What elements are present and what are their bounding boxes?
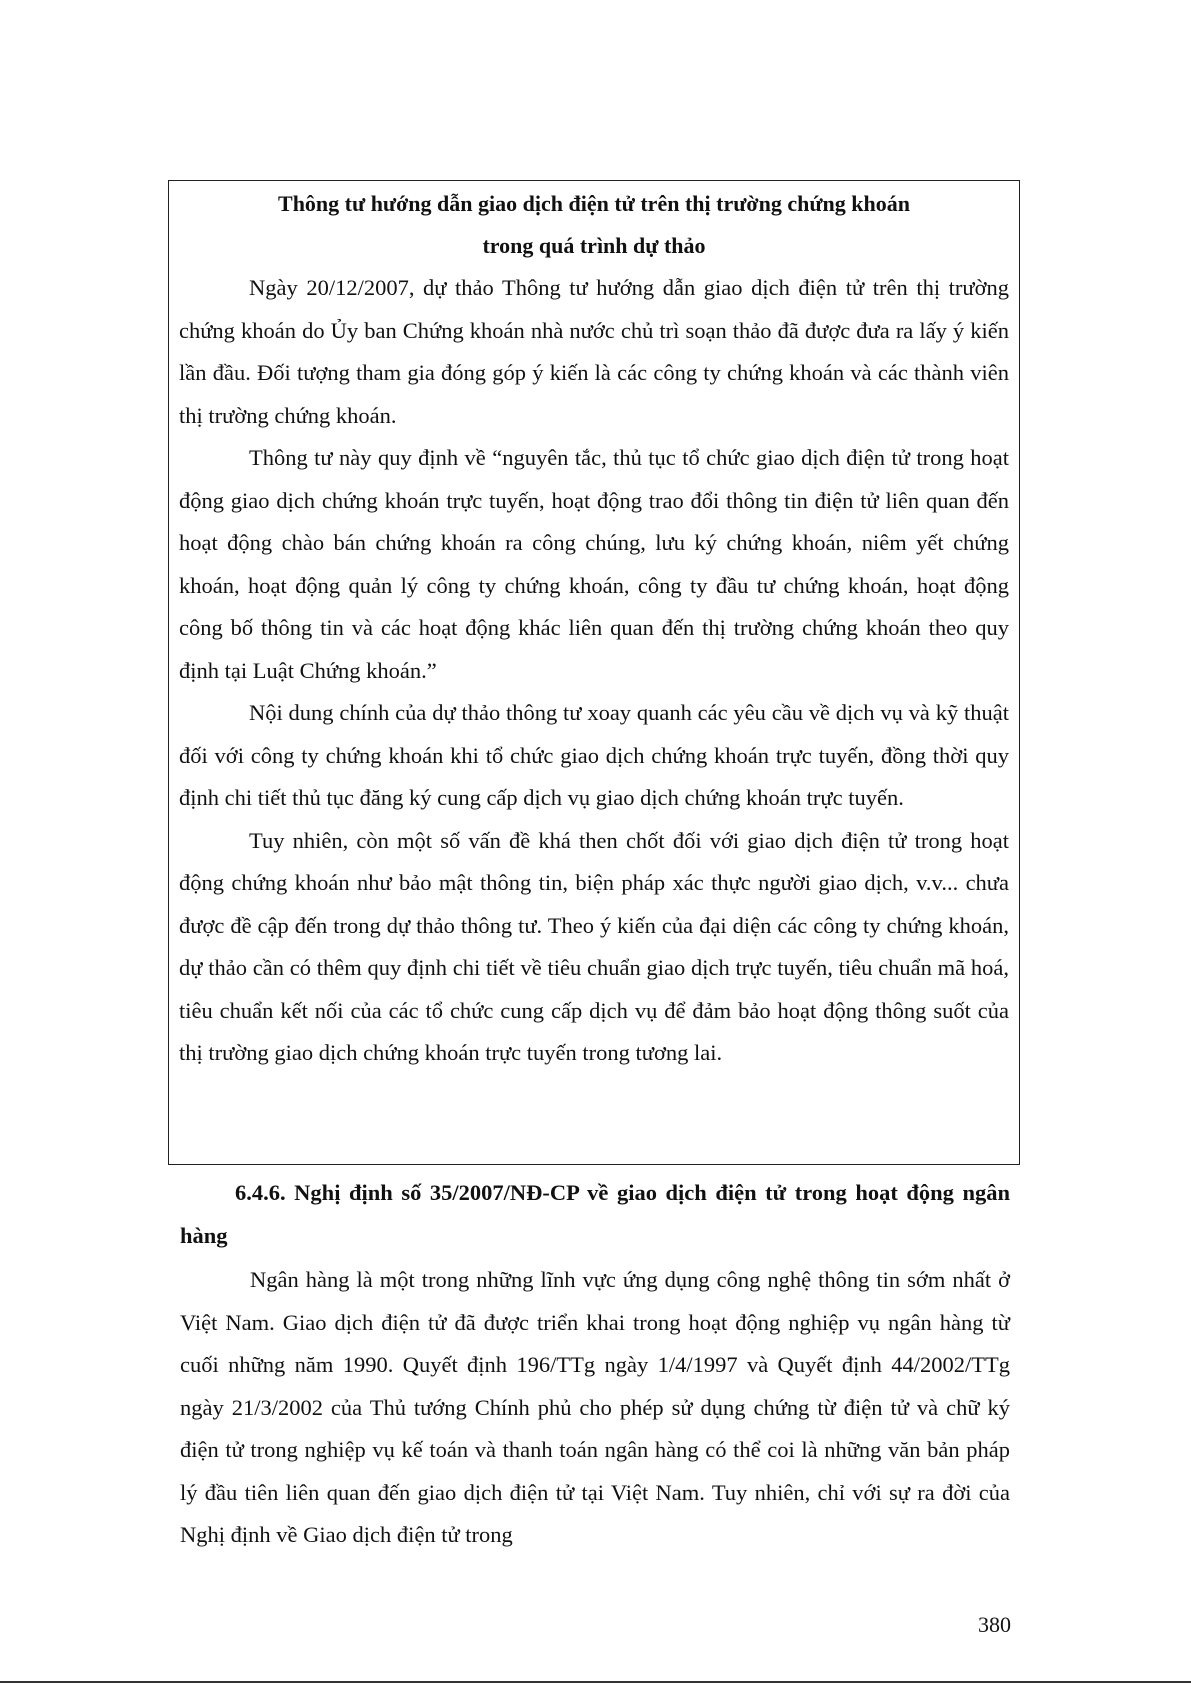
section-heading: 6.4.6. Nghị định số 35/2007/NĐ-CP về giao dịch điện tử trong hoạt động ngân hàng — [180, 1180, 1010, 1248]
box-paragraph-3: Nội dung chính của dự thảo thông tư xoay quanh các yêu cầu về dịch vụ và kỹ thuật đối với công ty chứng khoán khi tổ chức giao dịch chứng khoán trực tuyến, đồng thời quy định chi tiết thủ tục đăng ký cung cấp dịch vụ giao dịch chứng khoán trực tuyến. — [179, 700, 1009, 810]
boxed-note — [168, 180, 1020, 1165]
box-title — [179, 183, 1009, 267]
section-body — [180, 1259, 1010, 1557]
box-paragraph-4: Tuy nhiên, còn một số vấn đề khá then chốt đối với giao dịch điện tử trong hoạt động chứng khoán như bảo mật thông tin, biện pháp xác thực người giao dịch, v.v... chưa được đề cập đến trong dự thảo thông tư. Theo ý kiến của đại diện các công ty chứng khoán, dự thảo cần có thêm quy định chi tiết về tiêu chuẩn giao dịch trực tuyến, tiêu chuẩn mã hoá, tiêu chuẩn kết nối của các tổ chức cung cấp dịch vụ để đảm bảo hoạt động thông suốt của thị trường giao dịch chứng khoán trực tuyến trong tương lai. — [179, 827, 1009, 1065]
page-number: 380 — [978, 1612, 1011, 1637]
box-body — [179, 267, 1009, 1075]
section-paragraph: Ngân hàng là một trong những lĩnh vực ứng dụng công nghệ thông tin sớm nhất ở Việt Nam. Giao dịch điện tử đã được triển khai trong hoạt động nghiệp vụ ngân hàng từ cuối những năm 1990. Quyết định 196/TTg ngày 1/4/1997 và Quyết định 44/2002/TTg ngày 21/3/2002 của Thủ tướng Chính phủ cho phép sử dụng chứng từ điện tử và chữ ký điện tử trong nghiệp vụ kế toán và thanh toán ngân hàng có thể coi là những văn bản pháp lý đầu tiên liên quan đến giao dịch điện tử tại Việt Nam. Tuy nhiên, chỉ với sự ra đời của Nghị định về Giao dịch điện tử trong — [180, 1267, 1010, 1547]
box-title-line-1: Thông tư hướng dẫn giao dịch điện tử trên thị trường chứng khoán — [278, 191, 910, 216]
box-title-line-2: trong quá trình dự thảo — [482, 233, 706, 258]
box-paragraph-1: Ngày 20/12/2007, dự thảo Thông tư hướng dẫn giao dịch điện tử trên thị trường chứng khoán do Ủy ban Chứng khoán nhà nước chủ trì soạn thảo đã được đưa ra lấy ý kiến lần đầu. Đối tượng tham gia đóng góp ý kiến là các công ty chứng khoán và các thành viên thị trường chứng khoán. — [179, 275, 1009, 428]
box-paragraph-2: Thông tư này quy định về “nguyên tắc, thủ tục tổ chức giao dịch điện tử trong hoạt động giao dịch chứng khoán trực tuyến, hoạt động trao đổi thông tin điện tử liên quan đến hoạt động chào bán chứng khoán ra công chúng, lưu ký chứng khoán, niêm yết chứng khoán, hoạt động quản lý công ty chứng khoán, công ty đầu tư chứng khoán, hoạt động công bố thông tin và các hoạt động khác liên quan đến thị trường chứng khoán theo quy định tại Luật Chứng khoán.” — [179, 445, 1009, 683]
footer-rule — [0, 1681, 1191, 1683]
